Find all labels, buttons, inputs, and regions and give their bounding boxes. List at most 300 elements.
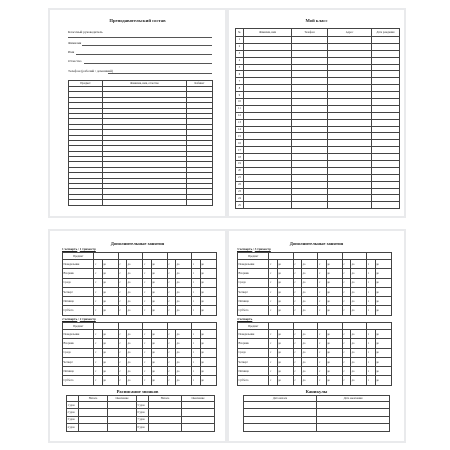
to-label: до <box>277 348 293 357</box>
day-label: Среда <box>238 278 269 287</box>
class-cell[interactable] <box>292 140 328 147</box>
subject-cell[interactable] <box>342 323 366 330</box>
from-label: с <box>293 269 301 278</box>
from-label: с <box>192 306 200 315</box>
table-row <box>244 409 390 416</box>
to-label: до <box>127 287 143 296</box>
table-row <box>238 278 392 287</box>
to-label: до <box>151 376 167 385</box>
class-cell[interactable] <box>328 78 372 85</box>
table-row <box>63 269 217 278</box>
class-cell[interactable] <box>372 174 400 181</box>
bell-cell[interactable] <box>108 402 137 409</box>
class-cell[interactable] <box>292 154 328 161</box>
table-row <box>236 105 400 112</box>
to-label: до <box>151 278 167 287</box>
to-label: до <box>200 367 216 376</box>
day-label: Понедельник <box>238 260 269 269</box>
teacher-field-label: Фамилия <box>68 41 82 45</box>
extra-left-title: Дополнительные занятия <box>110 241 165 246</box>
day-label: Суббота <box>63 306 94 315</box>
teachers-col-room: Кабинет <box>187 81 213 87</box>
from-label: с <box>167 330 175 339</box>
from-label: с <box>118 367 126 376</box>
teacher-cell[interactable] <box>187 200 213 205</box>
subject-cell[interactable] <box>342 253 366 260</box>
class-cell[interactable] <box>244 92 292 99</box>
q2-header: 2 четверть / 2 триместр <box>62 317 96 321</box>
class-cell[interactable] <box>372 37 400 44</box>
class-cell[interactable] <box>328 119 372 126</box>
class-cell[interactable] <box>372 112 400 119</box>
holiday-cell[interactable] <box>244 416 317 423</box>
from-label: с <box>167 260 175 269</box>
to-label: до <box>326 357 342 366</box>
schedule-header-row <box>238 323 392 330</box>
to-label: до <box>351 297 367 306</box>
subject-cell[interactable] <box>293 253 317 260</box>
to-label: до <box>176 287 192 296</box>
q1-header: 1 четверть / 1 триместр <box>62 247 96 251</box>
to-label: до <box>351 330 367 339</box>
subject-cell[interactable] <box>293 323 317 330</box>
class-cell[interactable] <box>328 43 372 50</box>
from-label: с <box>143 297 151 306</box>
subject-cell[interactable] <box>367 323 392 330</box>
table-row <box>238 330 392 339</box>
to-label: до <box>200 260 216 269</box>
to-label: до <box>200 357 216 366</box>
class-cell[interactable] <box>292 181 328 188</box>
to-label: до <box>200 297 216 306</box>
table-row <box>238 339 392 348</box>
class-cell[interactable] <box>292 126 328 133</box>
from-label: с <box>342 339 350 348</box>
teacher-field-line[interactable] <box>108 73 212 74</box>
table-row <box>236 119 400 126</box>
class-cell[interactable] <box>244 64 292 71</box>
table-row <box>236 50 400 57</box>
to-label: до <box>200 348 216 357</box>
from-label: с <box>94 367 102 376</box>
class-cell[interactable] <box>244 181 292 188</box>
class-cell[interactable] <box>244 57 292 64</box>
class-col-phone: Телефон <box>292 29 328 37</box>
class-cell[interactable] <box>372 50 400 57</box>
from-label: с <box>293 376 301 385</box>
holiday-cell[interactable] <box>317 402 390 409</box>
from-label: с <box>94 269 102 278</box>
schedule-header-row <box>238 253 392 260</box>
class-cell[interactable] <box>292 92 328 99</box>
table-row <box>236 167 400 174</box>
subject-cell[interactable] <box>269 323 293 330</box>
to-label: до <box>277 339 293 348</box>
table-row <box>63 367 217 376</box>
class-cell[interactable] <box>372 105 400 112</box>
holiday-cell[interactable] <box>317 416 390 423</box>
teacher-field-line[interactable] <box>76 54 212 55</box>
class-cell[interactable] <box>372 140 400 147</box>
from-label: с <box>269 297 277 306</box>
class-cell[interactable] <box>328 57 372 64</box>
from-label: с <box>118 330 126 339</box>
class-cell[interactable] <box>292 195 328 202</box>
to-label: до <box>375 287 391 296</box>
lesson-label: 1 урок <box>67 402 79 409</box>
schedule-q3 <box>237 252 392 316</box>
subject-cell[interactable] <box>269 253 293 260</box>
teachers-table <box>68 80 213 206</box>
class-cell[interactable] <box>292 133 328 140</box>
holiday-cell[interactable] <box>317 409 390 416</box>
class-cell[interactable] <box>328 105 372 112</box>
holiday-cell[interactable] <box>244 424 317 431</box>
class-cell[interactable] <box>372 195 400 202</box>
table-row <box>63 260 217 269</box>
from-label: с <box>367 339 375 348</box>
bell-cell[interactable] <box>108 424 137 431</box>
table-row <box>67 402 215 409</box>
to-label: до <box>127 330 143 339</box>
from-label: с <box>118 306 126 315</box>
to-label: до <box>351 260 367 269</box>
subject-cell[interactable] <box>118 253 142 260</box>
q3-header: 3 четверть / 3 триместр <box>237 247 271 251</box>
teacher-field-line[interactable] <box>84 63 212 64</box>
subject-cell[interactable] <box>318 253 342 260</box>
from-label: с <box>367 348 375 357</box>
class-cell[interactable] <box>292 119 328 126</box>
from-label: с <box>192 260 200 269</box>
from-label: с <box>118 260 126 269</box>
table-row <box>238 367 392 376</box>
to-label: до <box>176 348 192 357</box>
teacher-field <box>68 59 212 64</box>
holiday-start-col: Дата начала <box>244 396 317 402</box>
class-cell[interactable] <box>328 133 372 140</box>
from-label: с <box>367 330 375 339</box>
bell-cell[interactable] <box>79 402 108 409</box>
class-cell[interactable] <box>244 71 292 78</box>
class-cell[interactable] <box>292 50 328 57</box>
bells-end-1: Окончание <box>108 396 137 402</box>
class-cell[interactable] <box>244 126 292 133</box>
class-cell[interactable] <box>372 64 400 71</box>
class-cell[interactable] <box>292 71 328 78</box>
class-cell[interactable] <box>372 202 400 209</box>
class-cell[interactable] <box>244 140 292 147</box>
class-cell[interactable] <box>244 99 292 106</box>
to-label: до <box>302 278 318 287</box>
class-cell[interactable] <box>292 37 328 44</box>
class-cell[interactable] <box>244 154 292 161</box>
table-row <box>238 348 392 357</box>
class-cell[interactable] <box>244 112 292 119</box>
class-cell[interactable] <box>328 37 372 44</box>
class-cell[interactable] <box>292 147 328 154</box>
class-cell[interactable] <box>372 167 400 174</box>
class-cell[interactable] <box>292 112 328 119</box>
day-label: Пятница <box>63 367 94 376</box>
class-cell[interactable] <box>244 167 292 174</box>
class-cell[interactable] <box>328 85 372 92</box>
teacher-cell[interactable] <box>69 200 103 205</box>
class-cell[interactable] <box>328 50 372 57</box>
class-cell[interactable] <box>292 202 328 209</box>
class-cell[interactable] <box>328 99 372 106</box>
subject-cell[interactable] <box>143 323 167 330</box>
subject-cell[interactable] <box>118 323 142 330</box>
class-cell[interactable] <box>244 43 292 50</box>
class-cell[interactable] <box>372 126 400 133</box>
class-cell[interactable] <box>292 161 328 168</box>
bell-cell[interactable] <box>149 416 182 423</box>
subject-cell[interactable] <box>192 253 217 260</box>
class-cell[interactable] <box>372 57 400 64</box>
class-cell[interactable] <box>328 140 372 147</box>
bell-cell[interactable] <box>79 416 108 423</box>
class-cell[interactable] <box>292 99 328 106</box>
schedule-header-row <box>63 323 217 330</box>
class-cell[interactable] <box>328 126 372 133</box>
to-label: до <box>102 269 118 278</box>
class-cell[interactable] <box>328 181 372 188</box>
teacher-cell[interactable] <box>103 200 187 205</box>
class-cell[interactable] <box>244 133 292 140</box>
bell-cell[interactable] <box>108 416 137 423</box>
to-label: до <box>151 297 167 306</box>
from-label: с <box>269 367 277 376</box>
table-row <box>238 297 392 306</box>
class-cell[interactable] <box>244 78 292 85</box>
table-row <box>236 57 400 64</box>
to-label: до <box>176 297 192 306</box>
class-cell[interactable] <box>328 112 372 119</box>
class-cell[interactable] <box>292 167 328 174</box>
class-cell[interactable] <box>328 174 372 181</box>
class-cell[interactable] <box>328 188 372 195</box>
class-cell[interactable] <box>292 78 328 85</box>
to-label: до <box>151 330 167 339</box>
class-cell[interactable] <box>244 147 292 154</box>
from-label: с <box>167 278 175 287</box>
from-label: с <box>318 297 326 306</box>
to-label: до <box>176 357 192 366</box>
from-label: с <box>342 376 350 385</box>
to-label: до <box>176 339 192 348</box>
class-cell[interactable] <box>372 85 400 92</box>
class-cell[interactable] <box>328 202 372 209</box>
class-cell[interactable] <box>372 119 400 126</box>
from-label: с <box>342 287 350 296</box>
class-cell[interactable] <box>328 161 372 168</box>
class-cell[interactable] <box>244 161 292 168</box>
class-cell[interactable] <box>372 161 400 168</box>
holiday-cell[interactable] <box>244 409 317 416</box>
to-label: до <box>102 376 118 385</box>
class-cell[interactable] <box>372 78 400 85</box>
from-label: с <box>118 278 126 287</box>
from-label: с <box>293 367 301 376</box>
to-label: до <box>200 306 216 315</box>
lesson-label: 4 урок <box>67 424 79 431</box>
day-label: Среда <box>238 348 269 357</box>
to-label: до <box>302 376 318 385</box>
subject-cell[interactable] <box>143 253 167 260</box>
class-cell[interactable] <box>372 181 400 188</box>
teacher-field-line[interactable] <box>82 45 212 46</box>
bell-cell[interactable] <box>149 402 182 409</box>
from-label: с <box>167 297 175 306</box>
to-label: до <box>326 367 342 376</box>
bell-cell[interactable] <box>79 424 108 431</box>
from-label: с <box>269 287 277 296</box>
schedule-q2 <box>62 322 217 386</box>
class-cell[interactable] <box>372 147 400 154</box>
class-cell[interactable] <box>292 43 328 50</box>
class-cell[interactable] <box>372 43 400 50</box>
table-row <box>236 85 400 92</box>
class-row-num: 19 <box>236 161 244 168</box>
class-cell[interactable] <box>328 64 372 71</box>
class-cell[interactable] <box>244 174 292 181</box>
table-row <box>63 278 217 287</box>
class-row-num: 7 <box>236 78 244 85</box>
from-label: с <box>94 357 102 366</box>
to-label: до <box>102 330 118 339</box>
class-cell[interactable] <box>292 188 328 195</box>
class-cell[interactable] <box>328 71 372 78</box>
to-label: до <box>351 376 367 385</box>
class-cell[interactable] <box>372 154 400 161</box>
table-row <box>236 99 400 106</box>
to-label: до <box>302 297 318 306</box>
bell-cell[interactable] <box>108 409 137 416</box>
table-row <box>236 188 400 195</box>
class-row-num: 9 <box>236 92 244 99</box>
to-label: до <box>277 287 293 296</box>
from-label: с <box>192 339 200 348</box>
class-cell[interactable] <box>328 154 372 161</box>
from-label: с <box>192 357 200 366</box>
subject-cell[interactable] <box>94 253 118 260</box>
class-cell[interactable] <box>292 105 328 112</box>
to-label: до <box>151 357 167 366</box>
class-cell[interactable] <box>292 85 328 92</box>
day-label: Вторник <box>63 339 94 348</box>
from-label: с <box>192 348 200 357</box>
to-label: до <box>326 376 342 385</box>
to-label: до <box>277 278 293 287</box>
to-label: до <box>176 330 192 339</box>
holiday-cell[interactable] <box>317 424 390 431</box>
class-cell[interactable] <box>244 37 292 44</box>
from-label: с <box>192 278 200 287</box>
from-label: с <box>342 278 350 287</box>
subject-cell[interactable] <box>367 253 392 260</box>
to-label: до <box>127 278 143 287</box>
class-cell[interactable] <box>244 195 292 202</box>
bell-cell[interactable] <box>182 409 215 416</box>
class-cell[interactable] <box>328 147 372 154</box>
holiday-cell[interactable] <box>244 402 317 409</box>
to-label: до <box>200 339 216 348</box>
class-cell[interactable] <box>292 57 328 64</box>
subject-cell[interactable] <box>192 323 217 330</box>
class-cell[interactable] <box>244 202 292 209</box>
class-cell[interactable] <box>244 85 292 92</box>
to-label: до <box>127 348 143 357</box>
subject-cell[interactable] <box>94 323 118 330</box>
to-label: до <box>302 287 318 296</box>
from-label: с <box>192 376 200 385</box>
to-label: до <box>351 357 367 366</box>
subject-cell[interactable] <box>167 323 191 330</box>
extra-right-page <box>229 231 404 441</box>
class-cell[interactable] <box>244 188 292 195</box>
class-row-num: 24 <box>236 195 244 202</box>
from-label: с <box>318 348 326 357</box>
teachers-col-subject: Предмет <box>69 81 103 87</box>
table-row <box>67 416 215 423</box>
class-cell[interactable] <box>372 99 400 106</box>
to-label: до <box>277 269 293 278</box>
day-label: Четверг <box>238 357 269 366</box>
to-label: до <box>326 260 342 269</box>
to-label: до <box>277 367 293 376</box>
class-cell[interactable] <box>328 167 372 174</box>
class-cell[interactable] <box>372 188 400 195</box>
bell-cell[interactable] <box>182 416 215 423</box>
class-cell[interactable] <box>372 71 400 78</box>
bell-cell[interactable] <box>182 424 215 431</box>
bell-cell[interactable] <box>182 402 215 409</box>
to-label: до <box>102 367 118 376</box>
class-cell[interactable] <box>372 92 400 99</box>
class-cell[interactable] <box>372 133 400 140</box>
from-label: с <box>269 260 277 269</box>
to-label: до <box>102 306 118 315</box>
class-cell[interactable] <box>292 174 328 181</box>
teacher-field-extra-line[interactable] <box>68 35 212 38</box>
subject-cell[interactable] <box>318 323 342 330</box>
class-cell[interactable] <box>328 92 372 99</box>
class-cell[interactable] <box>244 105 292 112</box>
class-cell[interactable] <box>244 119 292 126</box>
bell-cell[interactable] <box>149 409 182 416</box>
class-cell[interactable] <box>292 64 328 71</box>
to-label: до <box>302 348 318 357</box>
bells-start-2: Начало <box>149 396 182 402</box>
class-cell[interactable] <box>328 195 372 202</box>
table-row <box>63 330 217 339</box>
subject-cell[interactable] <box>167 253 191 260</box>
from-label: с <box>167 367 175 376</box>
class-cell[interactable] <box>244 50 292 57</box>
from-label: с <box>167 348 175 357</box>
from-label: с <box>342 260 350 269</box>
from-label: с <box>269 330 277 339</box>
schedule-q4 <box>237 322 392 386</box>
table-row <box>236 161 400 168</box>
table-row <box>63 376 217 385</box>
to-label: до <box>351 339 367 348</box>
table-row <box>236 154 400 161</box>
bell-cell[interactable] <box>79 409 108 416</box>
table-row <box>236 92 400 99</box>
bell-cell[interactable] <box>149 424 182 431</box>
